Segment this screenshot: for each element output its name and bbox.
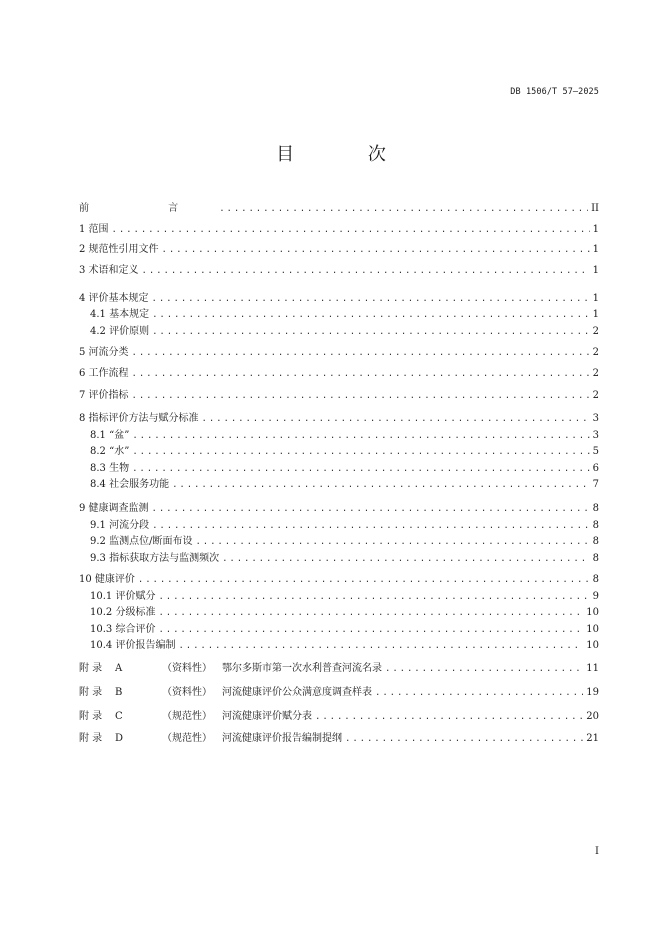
toc-entry[interactable] <box>90 551 599 567</box>
toc-entry[interactable] <box>79 388 599 404</box>
toc-entry-page: 8 <box>592 552 599 564</box>
toc-entry-page: 2 <box>592 347 599 358</box>
toc-entry[interactable] <box>90 444 599 460</box>
toc-title: 目 次 <box>276 144 420 165</box>
toc-entry-label: 4.2 评价原则 <box>90 325 150 337</box>
dot-leader <box>152 291 590 307</box>
dot-leader <box>345 731 583 747</box>
dot-leader <box>152 501 590 517</box>
dot-leader <box>112 222 590 238</box>
document-code: DB 1506/T 57—2025 <box>510 87 599 97</box>
dot-leader <box>132 366 590 382</box>
dot-leader <box>158 589 589 605</box>
toc-entry-label: 8.4 社会服务功能 <box>90 479 170 490</box>
toc-entry[interactable] <box>79 291 599 307</box>
appendix-title: 河流健康评价报告编制提纲 <box>222 733 342 744</box>
toc-entry-label: 9.2 监测点位/断面布设 <box>90 536 193 547</box>
appendix-prefix: 附 录 <box>79 663 103 674</box>
toc-entry[interactable] <box>90 477 599 493</box>
toc-entry-page: 10 <box>586 623 599 635</box>
toc-entry[interactable] <box>79 572 599 588</box>
toc-entry[interactable] <box>90 307 599 323</box>
dot-leader <box>152 324 590 340</box>
footer-page-number: I <box>595 846 599 857</box>
toc-entry-label: 前 言 <box>79 203 217 214</box>
toc-entry-label: 8.3 生物 <box>90 462 130 474</box>
toc-entry-page: 8 <box>592 503 599 514</box>
dot-leader <box>202 411 590 427</box>
toc-entry[interactable] <box>90 605 599 621</box>
toc-entry-page: 2 <box>592 389 599 401</box>
appendix-page: 19 <box>586 687 599 698</box>
dot-leader <box>158 605 583 621</box>
appendix-entry[interactable] <box>79 685 599 701</box>
toc-entry-label: 9.3 指标获取方法与监测频次 <box>90 552 220 564</box>
dot-leader <box>132 428 589 444</box>
appendix-title: 河流健康评价公众满意度调查样表 <box>222 687 372 698</box>
toc-entry-page: 8 <box>592 519 599 531</box>
toc-entry-label: 6 工作流程 <box>79 368 129 379</box>
dot-leader <box>195 534 589 550</box>
toc-entry-label: 3 术语和定义 <box>79 264 139 276</box>
toc-entry[interactable] <box>79 263 599 279</box>
appendix-page: 11 <box>586 663 599 674</box>
toc-entry-page: II <box>591 203 599 214</box>
dot-leader <box>222 551 590 567</box>
toc-entry-label: 10.2 分级标准 <box>90 607 156 618</box>
toc-entry-page: 10 <box>586 607 599 618</box>
toc-entry-label: 8 指标评价方法与赋分标准 <box>79 413 199 424</box>
toc-entry-label: 8.2 “水” <box>90 446 130 457</box>
toc-entry-page: 8 <box>592 574 599 585</box>
appendix-label <box>79 709 312 725</box>
toc-entry[interactable] <box>79 201 599 217</box>
toc-entry-label: 1 范围 <box>79 223 109 235</box>
toc-entry[interactable] <box>90 534 599 550</box>
dot-leader <box>152 518 590 534</box>
appendix-prefix: 附 录 <box>79 733 103 744</box>
toc-entry-page: 2 <box>592 368 599 379</box>
toc-entry[interactable] <box>90 324 599 340</box>
toc-entry-label: 10.3 综合评价 <box>90 623 156 635</box>
appendix-label <box>79 661 382 677</box>
appendix-nature: （资料性） <box>162 687 212 698</box>
appendix-nature: （资料性） <box>162 663 212 674</box>
toc-entry[interactable] <box>79 411 599 427</box>
dot-leader <box>142 263 590 279</box>
toc-entry-page: 8 <box>592 536 599 547</box>
appendix-title: 鄂尔多斯市第一次水利普查河流名录 <box>222 663 382 674</box>
toc-entry-label: 7 评价指标 <box>79 389 129 401</box>
dot-leader <box>385 661 583 677</box>
appendix-label <box>79 731 342 747</box>
toc-entry[interactable] <box>79 222 599 238</box>
toc-entry[interactable] <box>90 428 599 444</box>
toc-entry[interactable] <box>90 461 599 477</box>
appendix-letter: A <box>115 663 123 674</box>
dot-leader <box>178 638 583 654</box>
appendix-label <box>79 685 372 701</box>
toc-entry[interactable] <box>90 622 599 638</box>
dot-leader <box>315 709 583 725</box>
toc-entry-page: 5 <box>592 446 599 457</box>
toc-entry[interactable] <box>79 345 599 361</box>
toc-entry-page: 7 <box>592 479 599 490</box>
toc-entry-page: 3 <box>592 413 599 424</box>
toc-entry-label: 10.1 评价赋分 <box>90 591 156 602</box>
dot-leader <box>158 622 583 638</box>
toc-entry-page: 10 <box>586 640 599 651</box>
dot-leader <box>138 572 590 588</box>
toc-entry-page: 2 <box>592 325 599 337</box>
toc-entry-label: 10 健康评价 <box>79 574 135 585</box>
dot-leader <box>132 345 590 361</box>
dot-leader <box>162 242 590 258</box>
toc-entry[interactable] <box>90 518 599 534</box>
appendix-prefix: 附 录 <box>79 711 103 722</box>
toc-entry-page: 1 <box>592 293 599 304</box>
dot-leader <box>152 307 590 323</box>
dot-leader <box>132 444 589 460</box>
dot-leader <box>172 477 590 493</box>
appendix-page: 20 <box>586 711 599 722</box>
toc-entry[interactable] <box>90 638 599 654</box>
toc-entry-page: 3 <box>592 430 599 441</box>
toc-entry-page: 1 <box>592 309 599 320</box>
toc-entry[interactable] <box>79 366 599 382</box>
toc-entry-page: 1 <box>592 244 599 255</box>
appendix-entry[interactable] <box>79 709 599 725</box>
appendix-entry[interactable] <box>79 731 599 747</box>
toc-entry-page: 9 <box>592 591 599 602</box>
toc-entry-label: 4.1 基本规定 <box>90 309 150 320</box>
dot-leader <box>132 461 590 477</box>
toc-entry-page: 1 <box>592 223 599 235</box>
toc-entry-label: 5 河流分类 <box>79 347 129 358</box>
dot-leader <box>219 201 588 217</box>
appendix-page: 21 <box>586 733 599 744</box>
toc-entry-page: 6 <box>592 462 599 474</box>
toc-entry[interactable] <box>79 501 599 517</box>
appendix-letter: B <box>115 687 123 698</box>
appendix-letter: D <box>115 733 124 744</box>
appendix-nature: （规范性） <box>162 733 212 744</box>
toc-entry-label: 4 评价基本规定 <box>79 293 149 304</box>
toc-entry-label: 2 规范性引用文件 <box>79 244 159 255</box>
toc-entry-label: 10.4 评价报告编制 <box>90 640 176 651</box>
toc-entry[interactable] <box>79 242 599 258</box>
toc-entry-label: 8.1 “盆” <box>90 430 130 441</box>
appendix-title: 河流健康评价赋分表 <box>222 711 312 722</box>
toc-entry[interactable] <box>90 589 599 605</box>
toc-entry-label: 9 健康调查监测 <box>79 503 149 514</box>
toc-entry-page: 1 <box>592 264 599 276</box>
appendix-nature: （规范性） <box>162 711 212 722</box>
toc-entry-label: 9.1 河流分段 <box>90 519 150 531</box>
appendix-entry[interactable] <box>79 661 599 677</box>
appendix-letter: C <box>115 711 123 722</box>
dot-leader <box>132 388 590 404</box>
dot-leader <box>375 685 583 701</box>
appendix-prefix: 附 录 <box>79 687 103 698</box>
